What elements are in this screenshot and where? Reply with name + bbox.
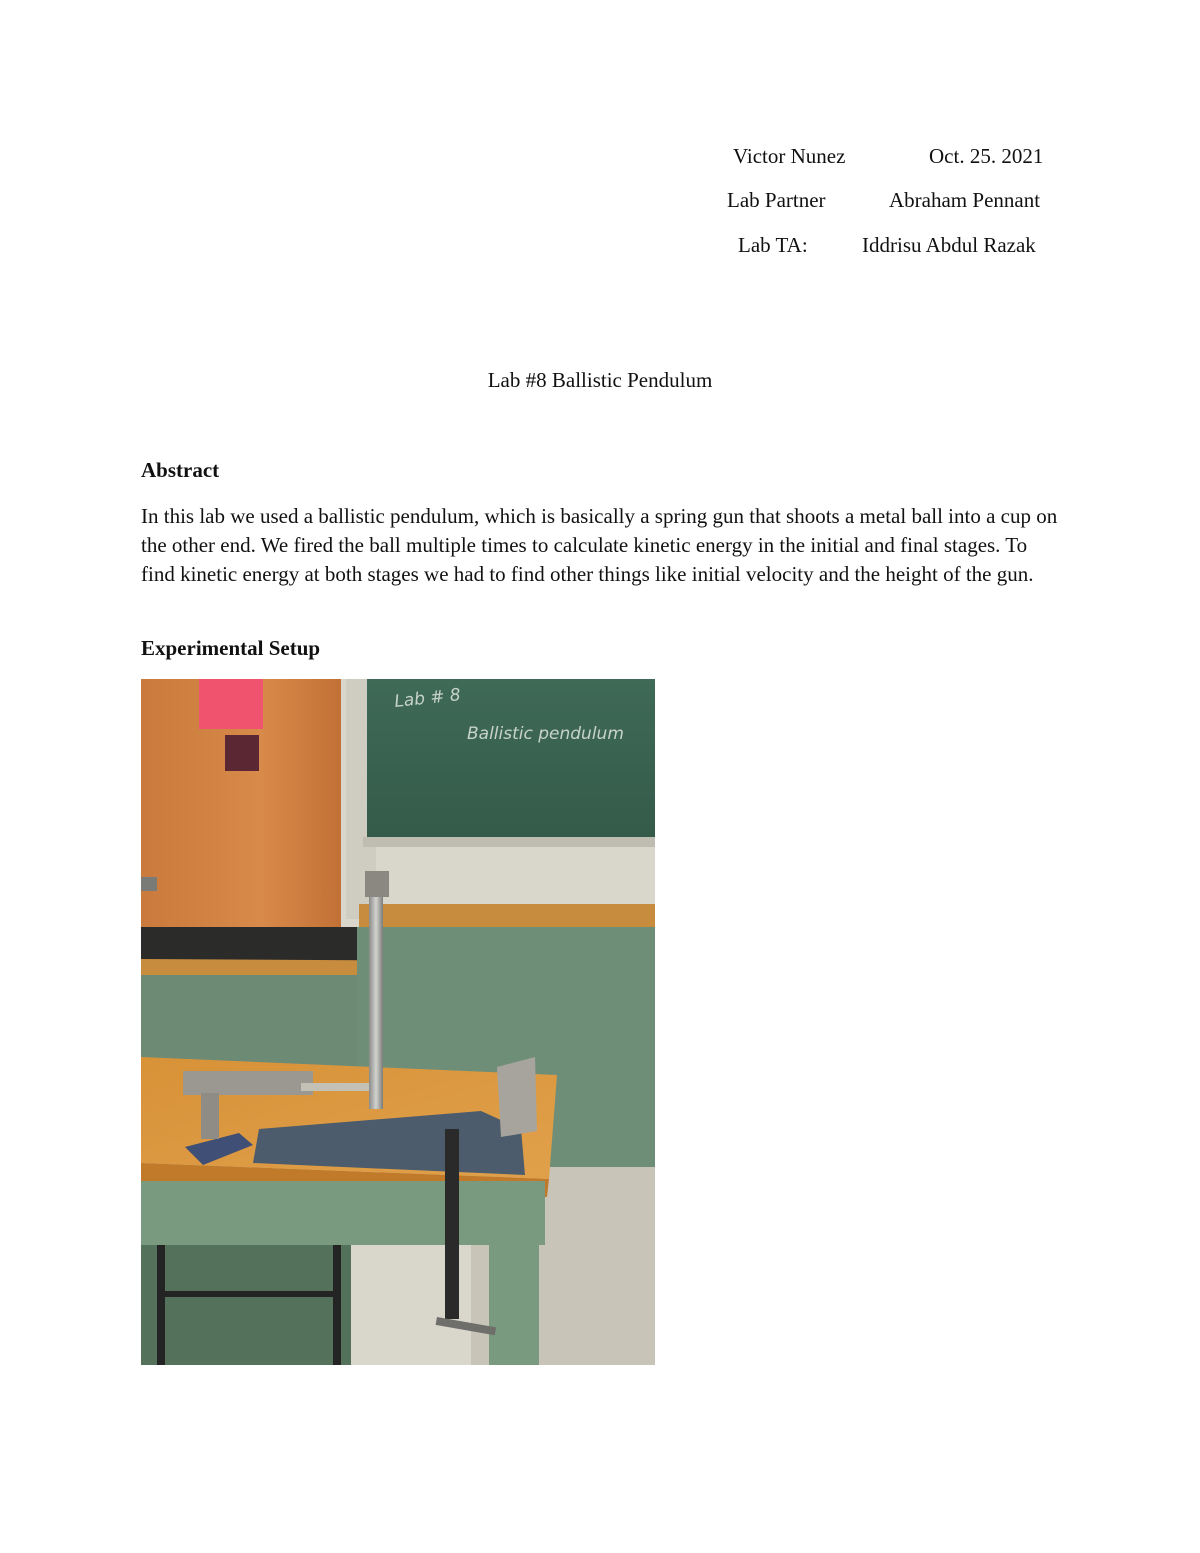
- chalkboard-line1: Lab # 8: [393, 685, 462, 712]
- lab-partner-label: Lab Partner: [727, 188, 826, 212]
- abstract-text: In this lab we used a ballistic pendulum, which is basically a spring gun that shoots a metal ball into a cup on the other end. We fired the ball multiple times to calculate kinetic energy in the initial and final stages. To find kinetic energy at both stages we had to find other things like initial velocity and the height of the gun.: [141, 504, 1058, 586]
- c-clamp: [445, 1129, 459, 1319]
- author-name: Victor Nunez: [733, 144, 846, 168]
- table-apron: [141, 1181, 545, 1245]
- page-title: Lab #8 Ballistic Pendulum: [487, 368, 713, 392]
- lab-ta-name: Iddrisu Abdul Razak: [862, 233, 1036, 257]
- experimental-setup-photo: [141, 679, 655, 1365]
- report-date: Oct. 25. 2021: [929, 144, 1044, 168]
- lab-partner-name: Abraham Pennant: [889, 188, 1041, 212]
- pendulum-rod: [369, 889, 383, 1109]
- abstract-heading: Abstract: [141, 458, 220, 482]
- lab-ta-label: Lab TA:: [738, 233, 808, 257]
- setup-heading: Experimental Setup: [141, 636, 321, 660]
- chalkboard-line2: Ballistic pendulum: [467, 724, 624, 744]
- spring-gun: [183, 1071, 313, 1095]
